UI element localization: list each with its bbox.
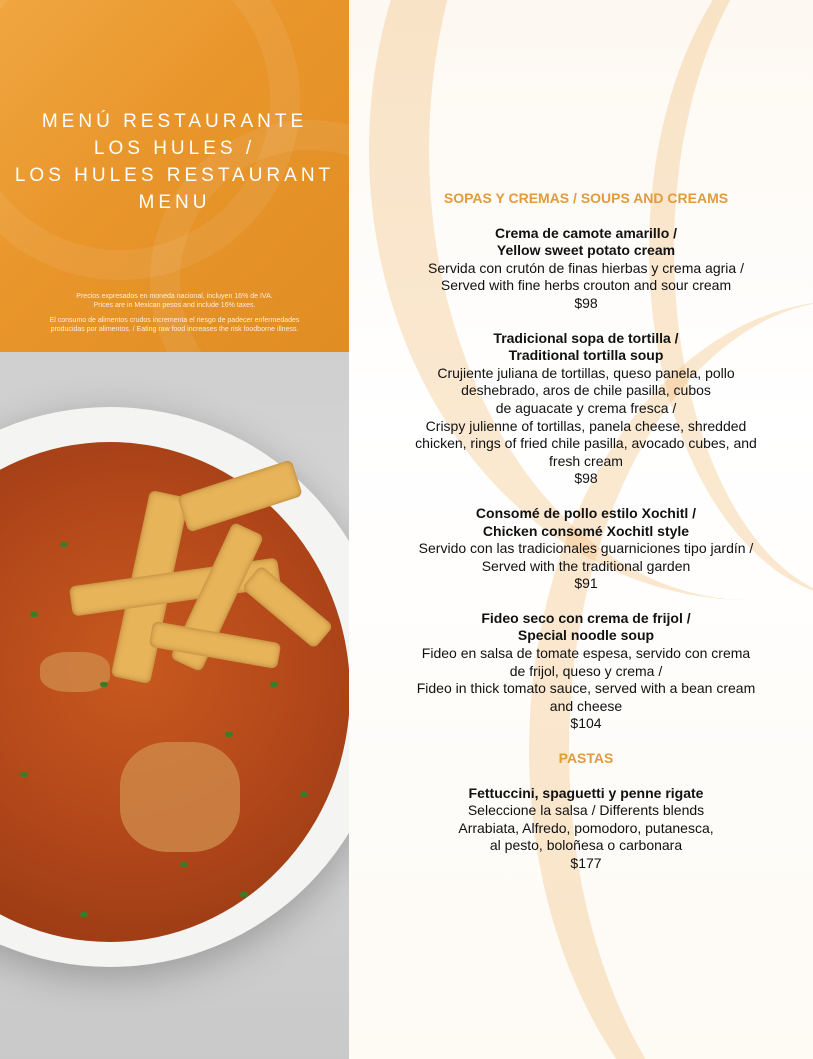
item-description: Seleccione la salsa / Differents blends: [467, 802, 705, 819]
menu-item: [362, 610, 810, 733]
item-name: Consomé de pollo estilo Xochitl /: [475, 504, 697, 521]
item-description: Crispy julienne of tortillas, panela cheese, shredded: [425, 417, 747, 434]
item-name: Fideo seco con crema de frijol /: [481, 609, 691, 626]
herb-garnish: [225, 732, 233, 737]
item-name: Crema de camote amarillo /: [494, 224, 678, 241]
item-description: al pesto, boloñesa o carbonara: [489, 837, 683, 854]
item-description: Servida con crutón de finas hierbas y crema agria /: [428, 259, 744, 276]
herb-garnish: [60, 542, 68, 547]
header-panel: [0, 0, 349, 352]
item-description: Served with the traditional garden: [481, 557, 691, 574]
herb-garnish: [180, 862, 188, 867]
item-description: Crujiente juliana de tortillas, queso panela, pollo: [437, 364, 735, 381]
item-description: Servido con las tradicionales guarniciones tipo jardín /: [418, 540, 754, 557]
menu-item: [362, 505, 810, 593]
item-price: $98: [574, 294, 598, 311]
menu-title: [0, 108, 349, 216]
item-description: Fideo in thick tomato sauce, served with a bean cream: [416, 680, 756, 697]
item-description: de aguacate y crema fresca /: [495, 399, 677, 416]
item-description: and cheese: [549, 697, 623, 714]
herb-garnish: [240, 892, 248, 897]
item-name: Fettuccini, spaguetti y penne rigate: [468, 784, 704, 801]
menu-title-line: LOS HULES RESTAURANT: [14, 165, 335, 186]
raw-food-note-2: producidas por alimentos. / Eating raw food increases the risk foodborne illness.: [50, 326, 299, 333]
item-description: Served with fine herbs crouton and sour cream: [440, 277, 732, 294]
item-price: $104: [570, 715, 602, 732]
item-description: Fideo en salsa de tomate espesa, servido con crema: [421, 645, 751, 662]
menu-item: [362, 785, 810, 873]
item-description: chicken, rings of fried chile pasilla, avocado cubes, and: [415, 435, 757, 452]
section-title-pastas: PASTAS: [558, 750, 614, 767]
soup-photo: [0, 352, 349, 1059]
raw-food-note-1: El consumo de alimentos crudos incrementa el riesgo de padecer enfermedades: [49, 317, 300, 324]
legal-notes: [10, 292, 339, 340]
herb-garnish: [270, 682, 278, 687]
section-title-soups: SOPAS Y CREMAS / SOUPS AND CREAMS: [443, 190, 729, 206]
item-description: de frijol, queso y crema /: [509, 662, 663, 679]
item-name: Special noodle soup: [517, 627, 655, 644]
item-description: deshebrado, aros de chile pasilla, cubos: [461, 382, 711, 399]
menu-title-line: MENU: [138, 192, 211, 213]
menu-title-line: LOS HULES /: [93, 138, 256, 159]
herb-garnish: [100, 682, 108, 687]
herb-garnish: [80, 912, 88, 917]
herb-garnish: [30, 612, 38, 617]
menu-item: [362, 330, 810, 488]
price-note-en: Prices are in Mexican pesos and include 16% taxes.: [93, 302, 256, 309]
item-name: Chicken consomé Xochitl style: [482, 522, 690, 539]
menu-content: [362, 190, 810, 890]
item-name: Tradicional sopa de tortilla /: [493, 329, 679, 346]
item-description: fresh cream: [549, 452, 623, 469]
shredded-chicken: [120, 742, 240, 852]
menu-title-line: MENÚ RESTAURANTE: [41, 111, 308, 132]
item-name: Traditional tortilla soup: [508, 347, 664, 364]
item-description: Arrabiata, Alfredo, pomodoro, putanesca,: [458, 819, 714, 836]
herb-garnish: [20, 772, 28, 777]
item-price: $91: [574, 575, 598, 592]
item-name: Yellow sweet potato cream: [496, 242, 676, 259]
item-price: $98: [574, 470, 598, 487]
herb-garnish: [300, 792, 308, 797]
menu-item: [362, 225, 810, 313]
price-note-es: Precios expresados en moneda nacional, incluyen 16% de IVA.: [76, 293, 273, 300]
item-price: $177: [570, 855, 602, 871]
